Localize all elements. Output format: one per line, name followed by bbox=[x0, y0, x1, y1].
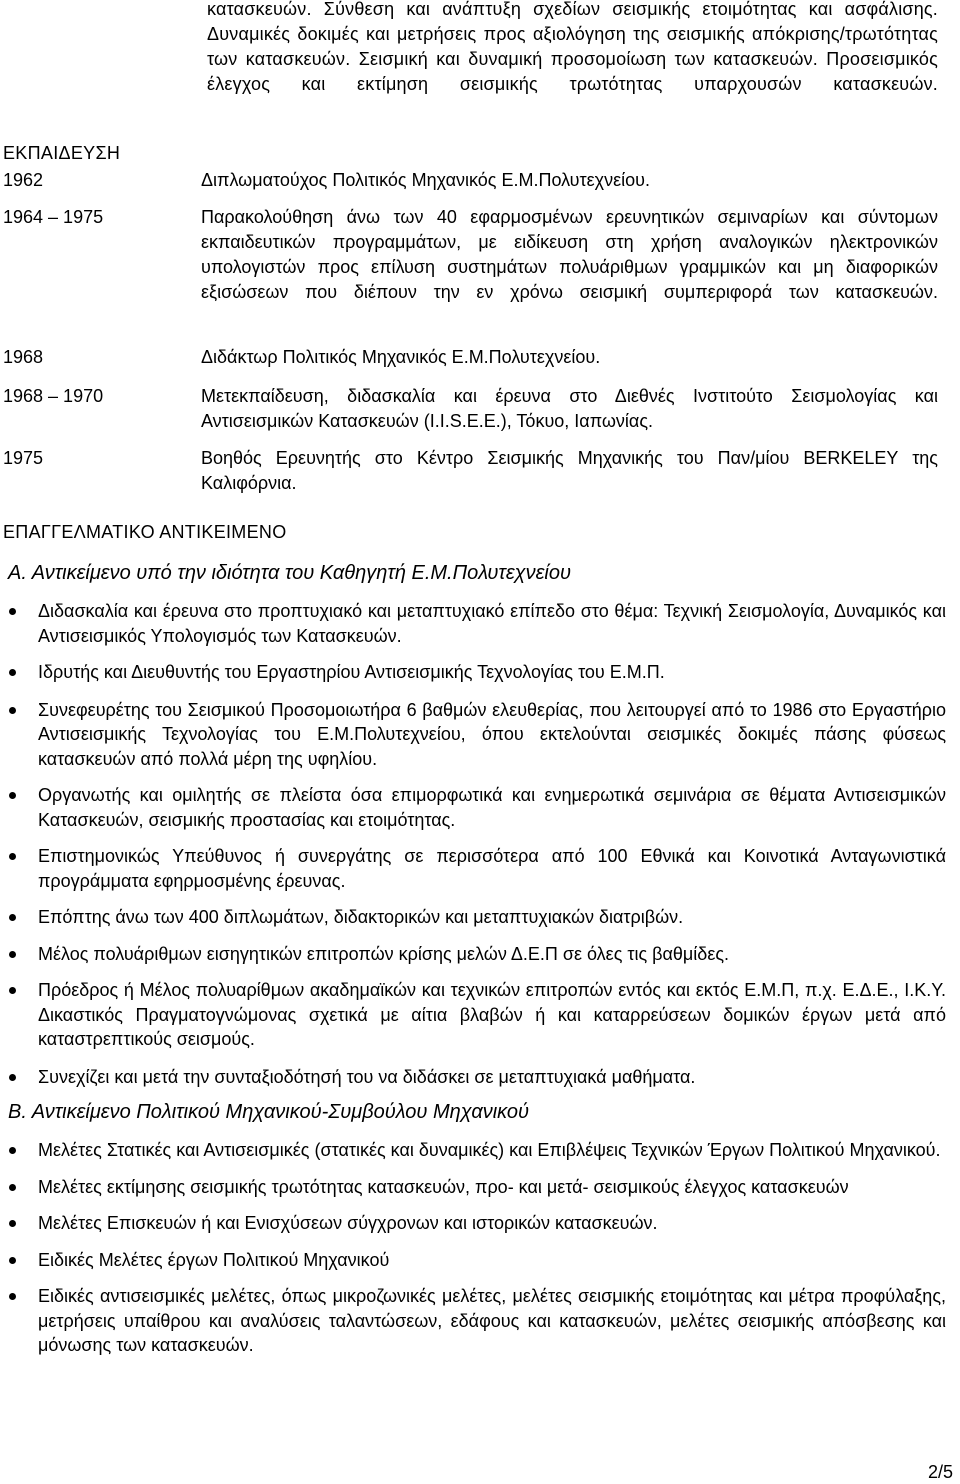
professional-heading: ΕΠΑΓΓΕΛΜΑΤΙΚΟ ΑΝΤΙΚΕΙΜΕΝΟ bbox=[3, 522, 287, 542]
section-b-title: Β. Αντικείμενο Πολιτικού Μηχανικού-Συμβούλου Μηχανικού bbox=[8, 1101, 530, 1123]
bullet-icon bbox=[9, 1257, 16, 1264]
list-item: Ειδικές Μελέτες έργων Πολιτικού Μηχανικού bbox=[8, 1248, 946, 1273]
page-number: 2/5 bbox=[928, 1462, 954, 1482]
education-text: Βοηθός Ερευνητής στο Κέντρο Σεισμικής Μηχανικής του Παν/μίου BERKELEY της Καλιφόρνια. bbox=[201, 448, 938, 493]
education-text: Παρακολούθηση άνω των 40 εφαρμοσμένων ερευνητικών σεμιναρίων και σύντομων εκπαιδευτικών προγραμμάτων, με ειδίκευση στη χρήση αναλογικών ηλεκτρονικών υπολογιστών προς επίλυση συστημάτων πολυάριθμων γραμμικών και μη διαφορικών εξισώσεων που διέπουν την εν χρόνω σεισμική συμπεριφορά των κατασκευών. bbox=[201, 207, 938, 302]
education-year: 1962 bbox=[3, 170, 44, 190]
list-item: Ειδικές αντισεισμικές μελέτες, όπως μικροζωνικές μελέτες, μελέτες σεισμικής ετοιμότητας και μέτρα προφύλαξης, μετρήσεις υπαίθρου και αναλύσεις ταλαντώσεων, εδάφους και κατασκευών, μελέτες σεισμικής απόσβεσης και μόνωσης των κατασκευών. bbox=[8, 1284, 946, 1358]
bullet-icon bbox=[9, 1184, 16, 1191]
bullet-icon bbox=[9, 1074, 16, 1081]
bullet-icon bbox=[9, 1147, 16, 1154]
list-item: Διδασκαλία και έρευνα στο προπτυχιακό και μεταπτυχιακό επίπεδο στο θέμα: Τεχνική Σεισμολογία, Δυναμικός και Αντισεισμικός Υπολογισμός των Κατασκευών. bbox=[8, 599, 946, 648]
education-year: 1964 – 1975 bbox=[3, 207, 104, 227]
continuation-paragraph: κατασκευών. Σύνθεση και ανάπτυξη σχεδίων σεισμικής ετοιμότητας και ασφάλισης. Δυναμικές δοκιμές και μετρήσεις προς αξιολόγηση της σεισμικής απόκρισης/τρωτότητας των κατασκευών. Σεισμική και δυναμική προσομοίωση των κατασκευών. Προσεισμικός έλεγχος και εκτίμηση σεισμικής τρωτότητας υπαρχουσών κατασκευών. bbox=[207, 0, 938, 94]
bullet-icon bbox=[9, 669, 16, 676]
education-text: Διπλωματούχος Πολιτικός Μηχανικός Ε.Μ.Πολυτεχνείου. bbox=[201, 170, 650, 190]
list-item: Μέλος πολυάριθμων εισηγητικών επιτροπών κρίσης μελών Δ.Ε.Π σε όλες τις βαθμίδες. bbox=[8, 942, 946, 967]
bullet-icon bbox=[9, 707, 16, 714]
bullet-icon bbox=[9, 608, 16, 615]
education-text: Διδάκτωρ Πολιτικός Μηχανικός Ε.Μ.Πολυτεχνείου. bbox=[201, 347, 601, 367]
list-item: Ιδρυτής και Διευθυντής του Εργαστηρίου Αντισεισμικής Τεχνολογίας του Ε.Μ.Π. bbox=[8, 660, 946, 685]
section-a-title: Α. Αντικείμενο υπό την ιδιότητα του Καθηγητή Ε.Μ.Πολυτεχνείου bbox=[8, 562, 571, 584]
list-item: Πρόεδρος ή Μέλος πολυαρίθμων ακαδημαϊκών και τεχνικών επιτροπών εντός και εκτός Ε.Μ.Π, π.χ. Ε.Δ.Ε., Ι.Κ.Υ. Δικαστικός Πραγματογνώμονας σχετικά με αίτια βλαβών ή και καταρρεύσεων δομικών έργων μετά από καταστρεπτικούς σεισμούς. bbox=[8, 978, 946, 1052]
education-heading: ΕΚΠΑΙΔΕΥΣΗ bbox=[3, 143, 121, 163]
list-item: Συνεφευρέτης του Σεισμικού Προσομοιωτήρα 6 βαθμών ελευθερίας, που λειτουργεί από το 1986 στο Εργαστήριο Αντισεισμικής Τεχνολογίας του Ε.Μ.Πολυτεχνείου, όπου εκτελούνται σεισμικές δοκιμές πάσης φύσεως κατασκευών από πολλά μέρη της υφηλίου. bbox=[8, 698, 946, 772]
list-item: Μελέτες εκτίμησης σεισμικής τρωτότητας κατασκευών, προ- και μετά- σεισμικούς έλεγχος κατασκευών bbox=[8, 1175, 946, 1200]
list-item: Μελέτες Επισκευών ή και Ενισχύσεων σύγχρονων και ιστορικών κατασκευών. bbox=[8, 1211, 946, 1236]
list-item: Οργανωτής και ομιλητής σε πλείστα όσα επιμορφωτικά και ενημερωτικά σεμινάρια σε θέματα Αντισεισμικών Κατασκευών, σεισμικής προστασίας και ετοιμότητας. bbox=[8, 783, 946, 832]
list-item: Συνεχίζει και μετά την συνταξιοδότησή του να διδάσκει σε μεταπτυχιακά μαθήματα. bbox=[8, 1065, 946, 1090]
education-year: 1968 – 1970 bbox=[3, 386, 104, 406]
section-a-list bbox=[8, 599, 946, 1089]
section-b-list bbox=[8, 1138, 946, 1358]
education-text: Μετεκπαίδευση, διδασκαλία και έρευνα στο Διεθνές Ινστιτούτο Σεισμολογίας και Αντισεισμικών Κατασκευών (I.I.S.E.E.), Τόκυο, Ιαπωνίας. bbox=[201, 386, 938, 431]
bullet-icon bbox=[9, 987, 16, 994]
bullet-icon bbox=[9, 1293, 16, 1300]
education-year: 1968 bbox=[3, 347, 44, 367]
bullet-icon bbox=[9, 951, 16, 958]
list-item: Μελέτες Στατικές και Αντισεισμικές (στατικές και δυναμικές) και Επιβλέψεις Τεχνικών Έργων Πολιτικού Μηχανικού. bbox=[8, 1138, 946, 1163]
education-year: 1975 bbox=[3, 448, 44, 468]
bullet-icon bbox=[9, 1220, 16, 1227]
list-item: Επιστημονικώς Υπεύθυνος ή συνεργάτης σε περισσότερα από 100 Εθνικά και Κοινοτικά Ανταγωνιστικά προγράμματα εφηρμοσμένης έρευνας. bbox=[8, 844, 946, 893]
list-item: Επόπτης άνω των 400 διπλωμάτων, διδακτορικών και μεταπτυχιακών διατριβών. bbox=[8, 905, 946, 930]
bullet-icon bbox=[9, 792, 16, 799]
bullet-icon bbox=[9, 853, 16, 860]
bullet-icon bbox=[9, 914, 16, 921]
